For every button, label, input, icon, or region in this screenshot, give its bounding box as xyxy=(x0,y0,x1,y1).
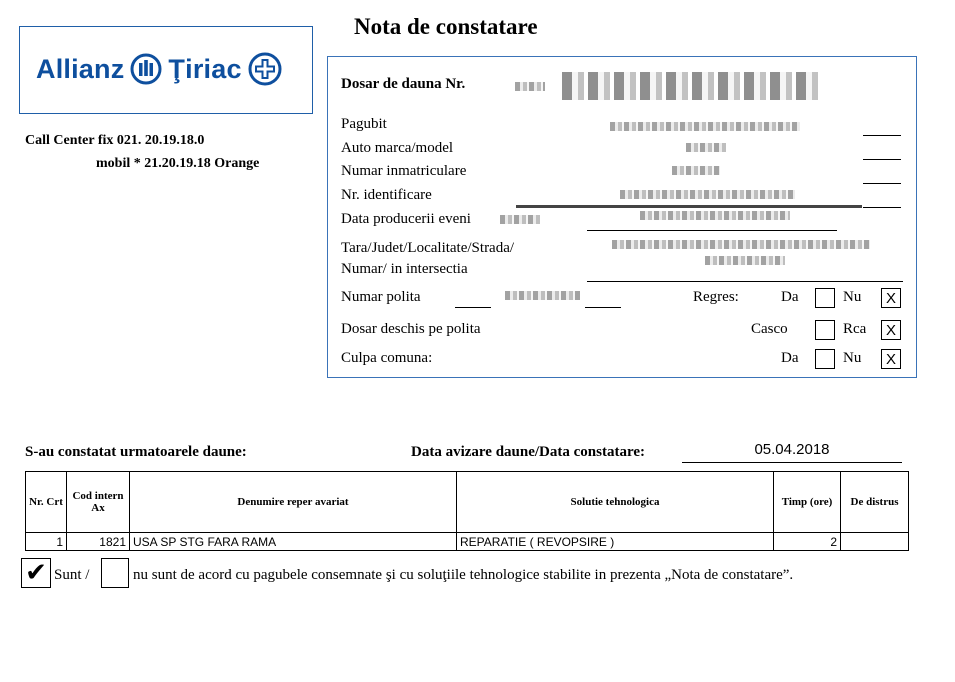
field-underline xyxy=(863,135,901,136)
regres-da-checkbox[interactable] xyxy=(815,288,835,308)
cell-timp: 2 xyxy=(774,533,841,551)
logo-text-right: Ţiriac xyxy=(168,53,242,84)
field-underline xyxy=(863,183,901,184)
sunt-label: Sunt / xyxy=(54,567,90,583)
redacted-text xyxy=(610,122,800,131)
rca-checkbox[interactable]: X xyxy=(881,320,901,340)
field-underline xyxy=(587,281,903,282)
allianz-tiriac-logo xyxy=(36,52,288,86)
acord-text: nu sunt de acord cu pagubele consemnate şi cu soluţiile tehnologice stabilite in prezenta „Nota de constatare”. xyxy=(133,567,794,583)
col-distrus: De distrus xyxy=(841,472,909,533)
redacted-text xyxy=(620,190,795,199)
culpa-label: Culpa comuna: xyxy=(341,350,433,366)
auto-label: Auto marca/model xyxy=(341,140,454,156)
daune-heading: S-au constatat urmatoarele daune: xyxy=(25,444,247,460)
field-underline xyxy=(863,207,901,208)
cell-solutie: REPARATIE ( REVOPSIRE ) xyxy=(457,533,774,551)
col-solutie: Solutie tehnologica xyxy=(457,472,774,533)
redacted-text xyxy=(686,143,726,152)
casco-checkbox[interactable] xyxy=(815,320,835,340)
data-avizare-label: Data avizare daune/Data constatare: xyxy=(411,444,645,460)
regres-nu-checkbox[interactable]: X xyxy=(881,288,901,308)
pagubit-label: Pagubit xyxy=(341,116,387,132)
separator-line xyxy=(516,205,862,208)
col-cod-intern: Cod intern Ax xyxy=(67,472,130,533)
cell-cod: 1821 xyxy=(67,533,130,551)
culpa-nu-label: Nu xyxy=(843,350,862,366)
field-underline xyxy=(585,307,621,308)
dosar-deschis-label: Dosar deschis pe polita xyxy=(341,321,481,337)
table-row xyxy=(26,533,909,551)
regres-nu-label: Nu xyxy=(843,289,862,305)
redacted-text xyxy=(640,211,790,220)
tara-label-2: Numar/ in intersectia xyxy=(341,261,468,277)
culpa-nu-checkbox[interactable]: X xyxy=(881,349,901,369)
identificare-label: Nr. identificare xyxy=(341,187,432,203)
field-underline xyxy=(455,307,491,308)
col-denumire: Denumire reper avariat xyxy=(130,472,457,533)
sunt-checkbox[interactable]: ✔ xyxy=(21,558,51,588)
allianz-eagle-icon xyxy=(130,53,162,85)
logo-text-left: Allianz xyxy=(36,53,125,84)
culpa-da-checkbox[interactable] xyxy=(815,349,835,369)
call-center-fix: Call Center fix 021. 20.19.18.0 xyxy=(25,133,205,148)
cell-nr: 1 xyxy=(26,533,67,551)
dosar-label: Dosar de dauna Nr. xyxy=(341,76,466,92)
cell-denumire: USA SP STG FARA RAMA xyxy=(130,533,457,551)
tara-label-1: Tara/Judet/Localitate/Strada/ xyxy=(341,240,515,256)
rca-label: Rca xyxy=(843,321,867,337)
polita-label: Numar polita xyxy=(341,289,421,305)
field-underline xyxy=(682,462,902,463)
redacted-text xyxy=(612,240,870,249)
redacted-claim-number xyxy=(562,72,822,100)
redacted-text xyxy=(705,256,785,265)
redacted-text xyxy=(672,166,720,175)
tiriac-cross-icon xyxy=(248,52,282,86)
regres-da-label: Da xyxy=(781,289,799,305)
col-timp: Timp (ore) xyxy=(774,472,841,533)
redacted-text xyxy=(505,291,580,300)
field-underline xyxy=(863,159,901,160)
inmatriculare-label: Numar inmatriculare xyxy=(341,163,467,179)
data-eveniment-label: Data producerii eveni xyxy=(341,211,471,227)
col-nr-crt: Nr. Crt xyxy=(26,472,67,533)
data-avizare-value: 05.04.2018 xyxy=(754,441,830,458)
redacted-text xyxy=(500,215,540,224)
call-center-mobil: mobil * 21.20.19.18 Orange xyxy=(96,156,260,171)
regres-label: Regres: xyxy=(693,289,739,305)
nu-sunt-checkbox[interactable] xyxy=(101,558,129,588)
table-header-row xyxy=(26,472,909,533)
daune-table xyxy=(25,471,909,551)
culpa-da-label: Da xyxy=(781,350,799,366)
casco-label: Casco xyxy=(751,321,788,337)
field-underline xyxy=(587,230,837,231)
redacted-text xyxy=(515,82,545,91)
page-title: Nota de constatare xyxy=(354,14,538,39)
cell-distrus xyxy=(841,533,909,551)
